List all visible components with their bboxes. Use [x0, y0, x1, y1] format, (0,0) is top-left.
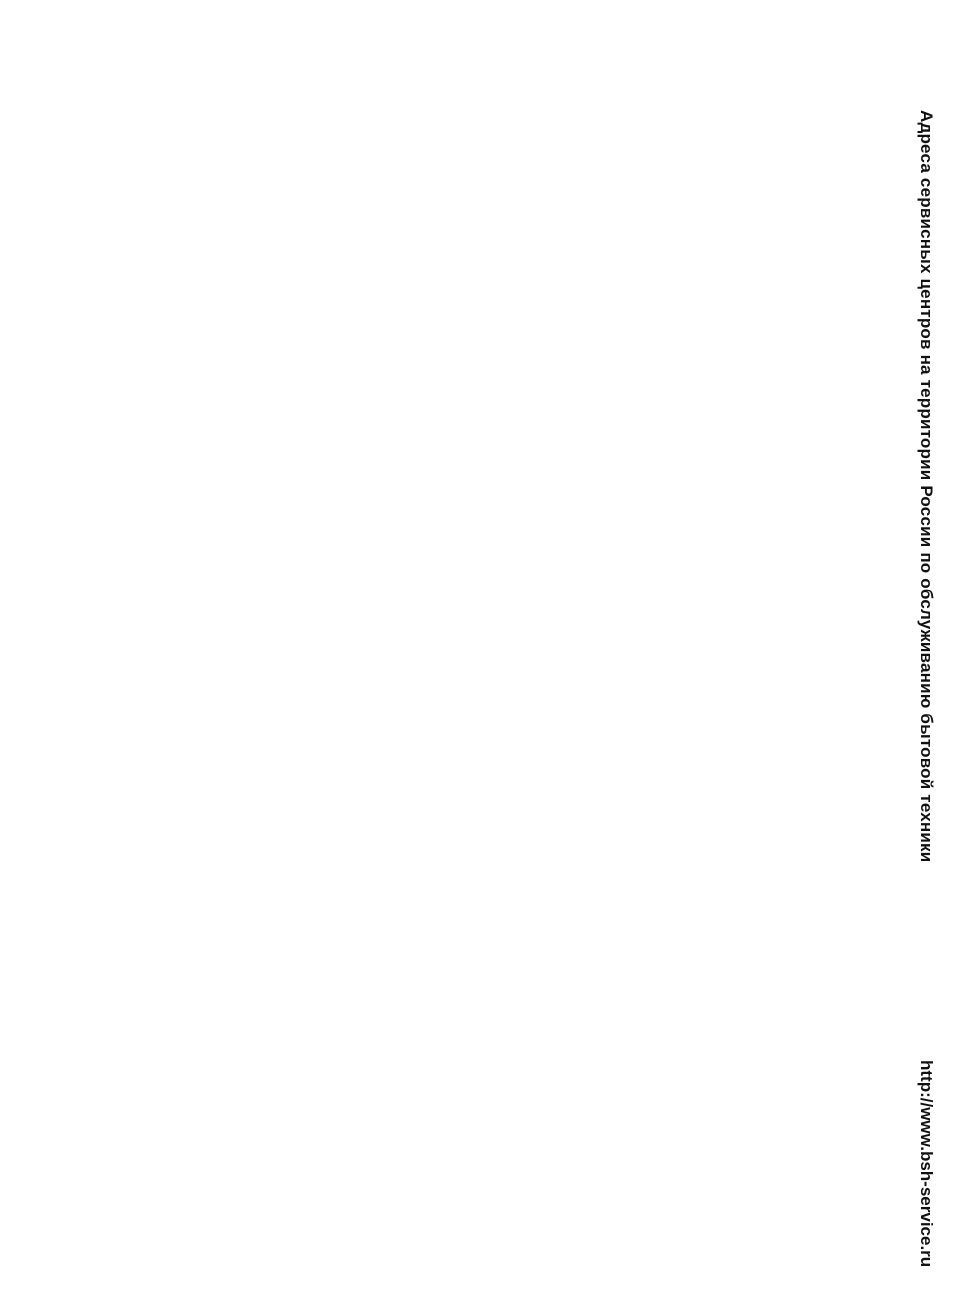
- directory-column-2: [210, 438, 850, 756]
- directory-column-4: [210, 1090, 850, 1290]
- directory-column-1: [210, 112, 850, 430]
- website-url[interactable]: http://www.bsh-service.ru: [917, 1060, 936, 1268]
- page-title: Адреса сервисных центров на территории России по обслуживанию бытовой техники: [917, 110, 936, 863]
- directory-column-3: [210, 764, 850, 1082]
